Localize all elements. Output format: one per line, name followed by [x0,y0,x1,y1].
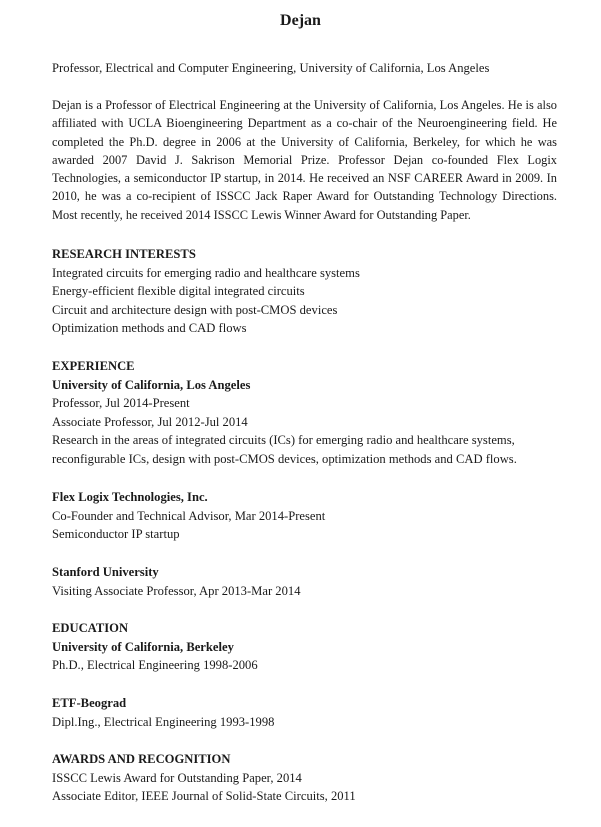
education-school: ETF-Beograd [52,696,127,710]
experience-line: Co-Founder and Technical Advisor, Mar 2014-Present [52,508,326,523]
experience-line: Professor, Jul 2014-Present [52,396,190,411]
education-section [52,619,572,675]
education-degree: Dipl.Ing., Electrical Engineering 1993-1998 [52,714,275,729]
experience-org: Flex Logix Technologies, Inc. [52,490,208,504]
person-name: Dejan [280,12,321,29]
biography-paragraph: Dejan is a Professor of Electrical Engineering at the University of California, Los Angeles. He is also affiliated with UCLA Bioengineering Department as a co-chair of the Neuroengineering field. He completed the Ph.D. degree in 2006 at the University of California, Berkeley, for which he was awarded 2007 David J. Sakrison Memorial Prize. Professor Dejan co-founded Flex Logix Technologies, a semiconductor IP startup, in 2014. He received an NSF CAREER Award in 2009. In 2010, he was a co-recipient of ISSCC Jack Raper Award for Outstanding Technology Directions. Most recently, he received 2014 ISSCC Lewis Winner Award for Outstanding Paper. [52,98,557,222]
section-heading-research: RESEARCH INTERESTS [52,247,196,261]
experience-line: Semiconductor IP startup [52,527,180,542]
research-item: Optimization methods and CAD flows [52,321,247,336]
experience-section [52,357,572,469]
experience-org: University of California, Los Angeles [52,377,251,392]
education-school: University of California, Berkeley [52,639,234,654]
experience-org: Stanford University [52,565,159,579]
experience-entry-flex-logix [52,488,572,544]
awards-section [52,750,572,806]
research-item: Energy-efficient flexible digital integrated circuits [52,284,305,299]
research-interests-section [52,245,572,338]
section-heading-experience: EXPERIENCE [52,359,135,373]
position-title: Professor, Electrical and Computer Engineering, University of California, Los Angeles [52,61,490,75]
experience-entry-stanford [52,563,572,600]
experience-line: Research in the areas of integrated circuits (ICs) for emerging radio and healthcare systems, [52,433,515,448]
section-heading-awards: AWARDS AND RECOGNITION [52,752,231,766]
education-degree: Ph.D., Electrical Engineering 1998-2006 [52,658,258,673]
experience-line: Associate Professor, Jul 2012-Jul 2014 [52,414,248,429]
experience-line: reconfigurable ICs, design with post-CMOS devices, optimization methods and CAD flows. [52,451,517,466]
research-item: Circuit and architecture design with post-CMOS devices [52,302,338,317]
education-entry-etf [52,694,572,731]
experience-line: Visiting Associate Professor, Apr 2013-Mar 2014 [52,583,301,598]
award-item: Associate Editor, IEEE Journal of Solid-State Circuits, 2011 [52,789,356,804]
award-item: ISSCC Lewis Award for Outstanding Paper, 2014 [52,770,302,785]
research-item: Integrated circuits for emerging radio and healthcare systems [52,265,360,280]
section-heading-education: EDUCATION [52,621,129,635]
